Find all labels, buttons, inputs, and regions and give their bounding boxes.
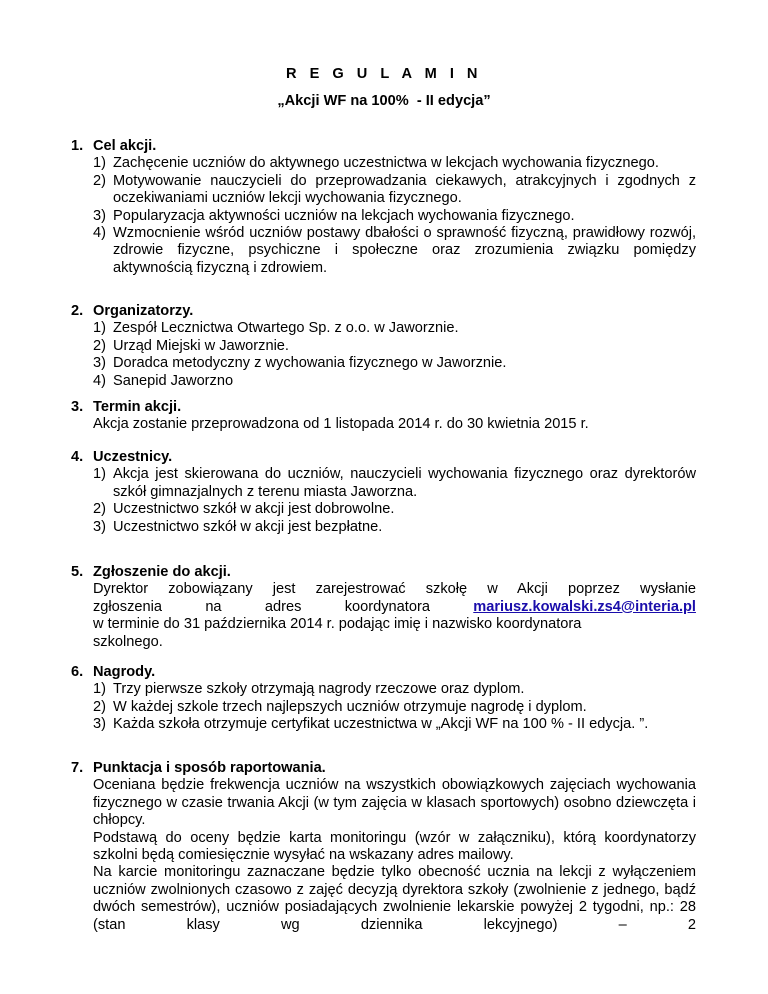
section-termin-akcji (71, 399, 696, 434)
list-item: 4) Wzmocnienie wśród uczniów postawy dbałości o sprawność fizyczną, prawidłowy rozwój, zdrowie fizyczne, psychiczne i społeczne oraz zrozumienia związku pomiędzy aktywnością fizyczną i zdrowiem. (93, 225, 696, 276)
list-item: 1) Zespół Lecznictwa Otwartego Sp. z o.o. w Jaworznie. (93, 320, 459, 337)
section-number: 7. (71, 760, 84, 776)
list-item: 2) Urząd Miejski w Jaworznie. (93, 337, 289, 354)
list-item: 2) Motywowanie nauczycieli do przeprowadzania ciekawych, atrakcyjnych i zgodnych z oczekiwaniami uczniów lekcji wychowania fizycznego. (93, 172, 696, 207)
section-zgloszenie (71, 564, 696, 651)
section-number: 3. (71, 399, 84, 415)
section-number: 2. (71, 303, 84, 319)
list-item: 1) Trzy pierwsze szkoły otrzymają nagrody rzeczowe oraz dyplom. (93, 681, 525, 698)
list-item: 2) W każdej szkole trzech najlepszych uczniów otrzymuje nagrodę i dyplom. (93, 698, 587, 715)
section-heading: Nagrody. (93, 664, 156, 680)
section-number: 1. (71, 138, 84, 154)
section-heading: Cel akcji. (93, 138, 157, 154)
list-item: 3) Doradca metodyczny z wychowania fizycznego w Jaworznie. (93, 355, 507, 372)
section-heading: Punktacja i sposób raportowania. (93, 760, 326, 776)
document-subtitle: „Akcji WF na 100% - II edycja” (277, 93, 491, 109)
section-list (93, 466, 696, 536)
document-title: R E G U L A M I N (286, 66, 482, 82)
section-text-line: Dyrektor zobowiązany jest zarejestrować szkołę w Akcji poprzez wysłanie (93, 581, 696, 598)
list-item: 1) Akcja jest skierowana do uczniów, nauczycieli wychowania fizycznego oraz dyrektorów szkół gimnazjalnych z terenu miasta Jaworzna. (93, 466, 696, 500)
section-number: 5. (71, 564, 84, 580)
section-paragraph: Oceniana będzie frekwencja uczniów na wszystkich obowiązkowych zajęciach wychowania fizycznego w czasie trwania Akcji (w tym zajęcia w klasach sportowych) osobno dziewczęta i chłopcy. (93, 777, 696, 829)
section-heading: Zgłoszenie do akcji. (93, 564, 231, 580)
section-organizatorzy (71, 303, 696, 390)
section-text-line: zgłoszenia na adres koordynatora mariusz.kowalski.zs4@interia.pl (93, 598, 696, 615)
section-paragraph: Na karcie monitoringu zaznaczane będzie tylko obecność ucznia na lekcji z wyłączeniem uczniów zwolnionych czasowo z zajęć decyzją dyrektora szkoły (zwolnienie z jednego, bądź dwóch semestrów), uczniów posiadających zwolnienie lekarskie powyżej 2 tygodni, np.: 28 (stan klasy wg dziennika lekcyjnego) – 2 (93, 864, 696, 933)
section-number: 6. (71, 664, 84, 680)
list-item: 3) Popularyzacja aktywności uczniów na lekcjach wychowania fizycznego. (93, 207, 575, 224)
coordinator-email-link[interactable]: mariusz.kowalski.zs4@interia.pl (473, 598, 696, 615)
section-number: 4. (71, 449, 84, 465)
section-list (93, 155, 696, 277)
section-text: Akcja zostanie przeprowadzona od 1 listopada 2014 r. do 30 kwietnia 2015 r. (93, 416, 589, 433)
section-cel-akcji (71, 138, 696, 277)
section-uczestnicy (71, 449, 696, 536)
list-item: 1) Zachęcenie uczniów do aktywnego uczestnictwa w lekcjach wychowania fizycznego. (93, 155, 659, 172)
section-list (93, 681, 696, 733)
list-item: 2) Uczestnictwo szkół w akcji jest dobrowolne. (93, 501, 395, 518)
list-item: 3) Uczestnictwo szkół w akcji jest bezpłatne. (93, 518, 383, 535)
section-nagrody (71, 664, 696, 734)
section-punktacja (71, 760, 696, 934)
list-item: 3) Każda szkoła otrzymuje certyfikat uczestnictwa w „Akcji WF na 100 % - II edycja. ”. (93, 716, 649, 733)
section-heading: Uczestnicy. (93, 449, 173, 465)
section-heading: Organizatorzy. (93, 303, 194, 319)
section-text-line: szkolnego. (93, 633, 163, 650)
section-paragraph: Podstawą do oceny będzie karta monitoringu (wzór w załączniku), którą koordynatorzy szkolni będą comiesięcznie wysyłać na wskazany adres mailowy. (93, 829, 696, 864)
section-text-line: w terminie do 31 października 2014 r. podając imię i nazwisko koordynatora (93, 616, 582, 633)
section-heading: Termin akcji. (93, 399, 182, 415)
list-item: 4) Sanepid Jaworzno (93, 372, 234, 389)
section-list (93, 320, 696, 390)
